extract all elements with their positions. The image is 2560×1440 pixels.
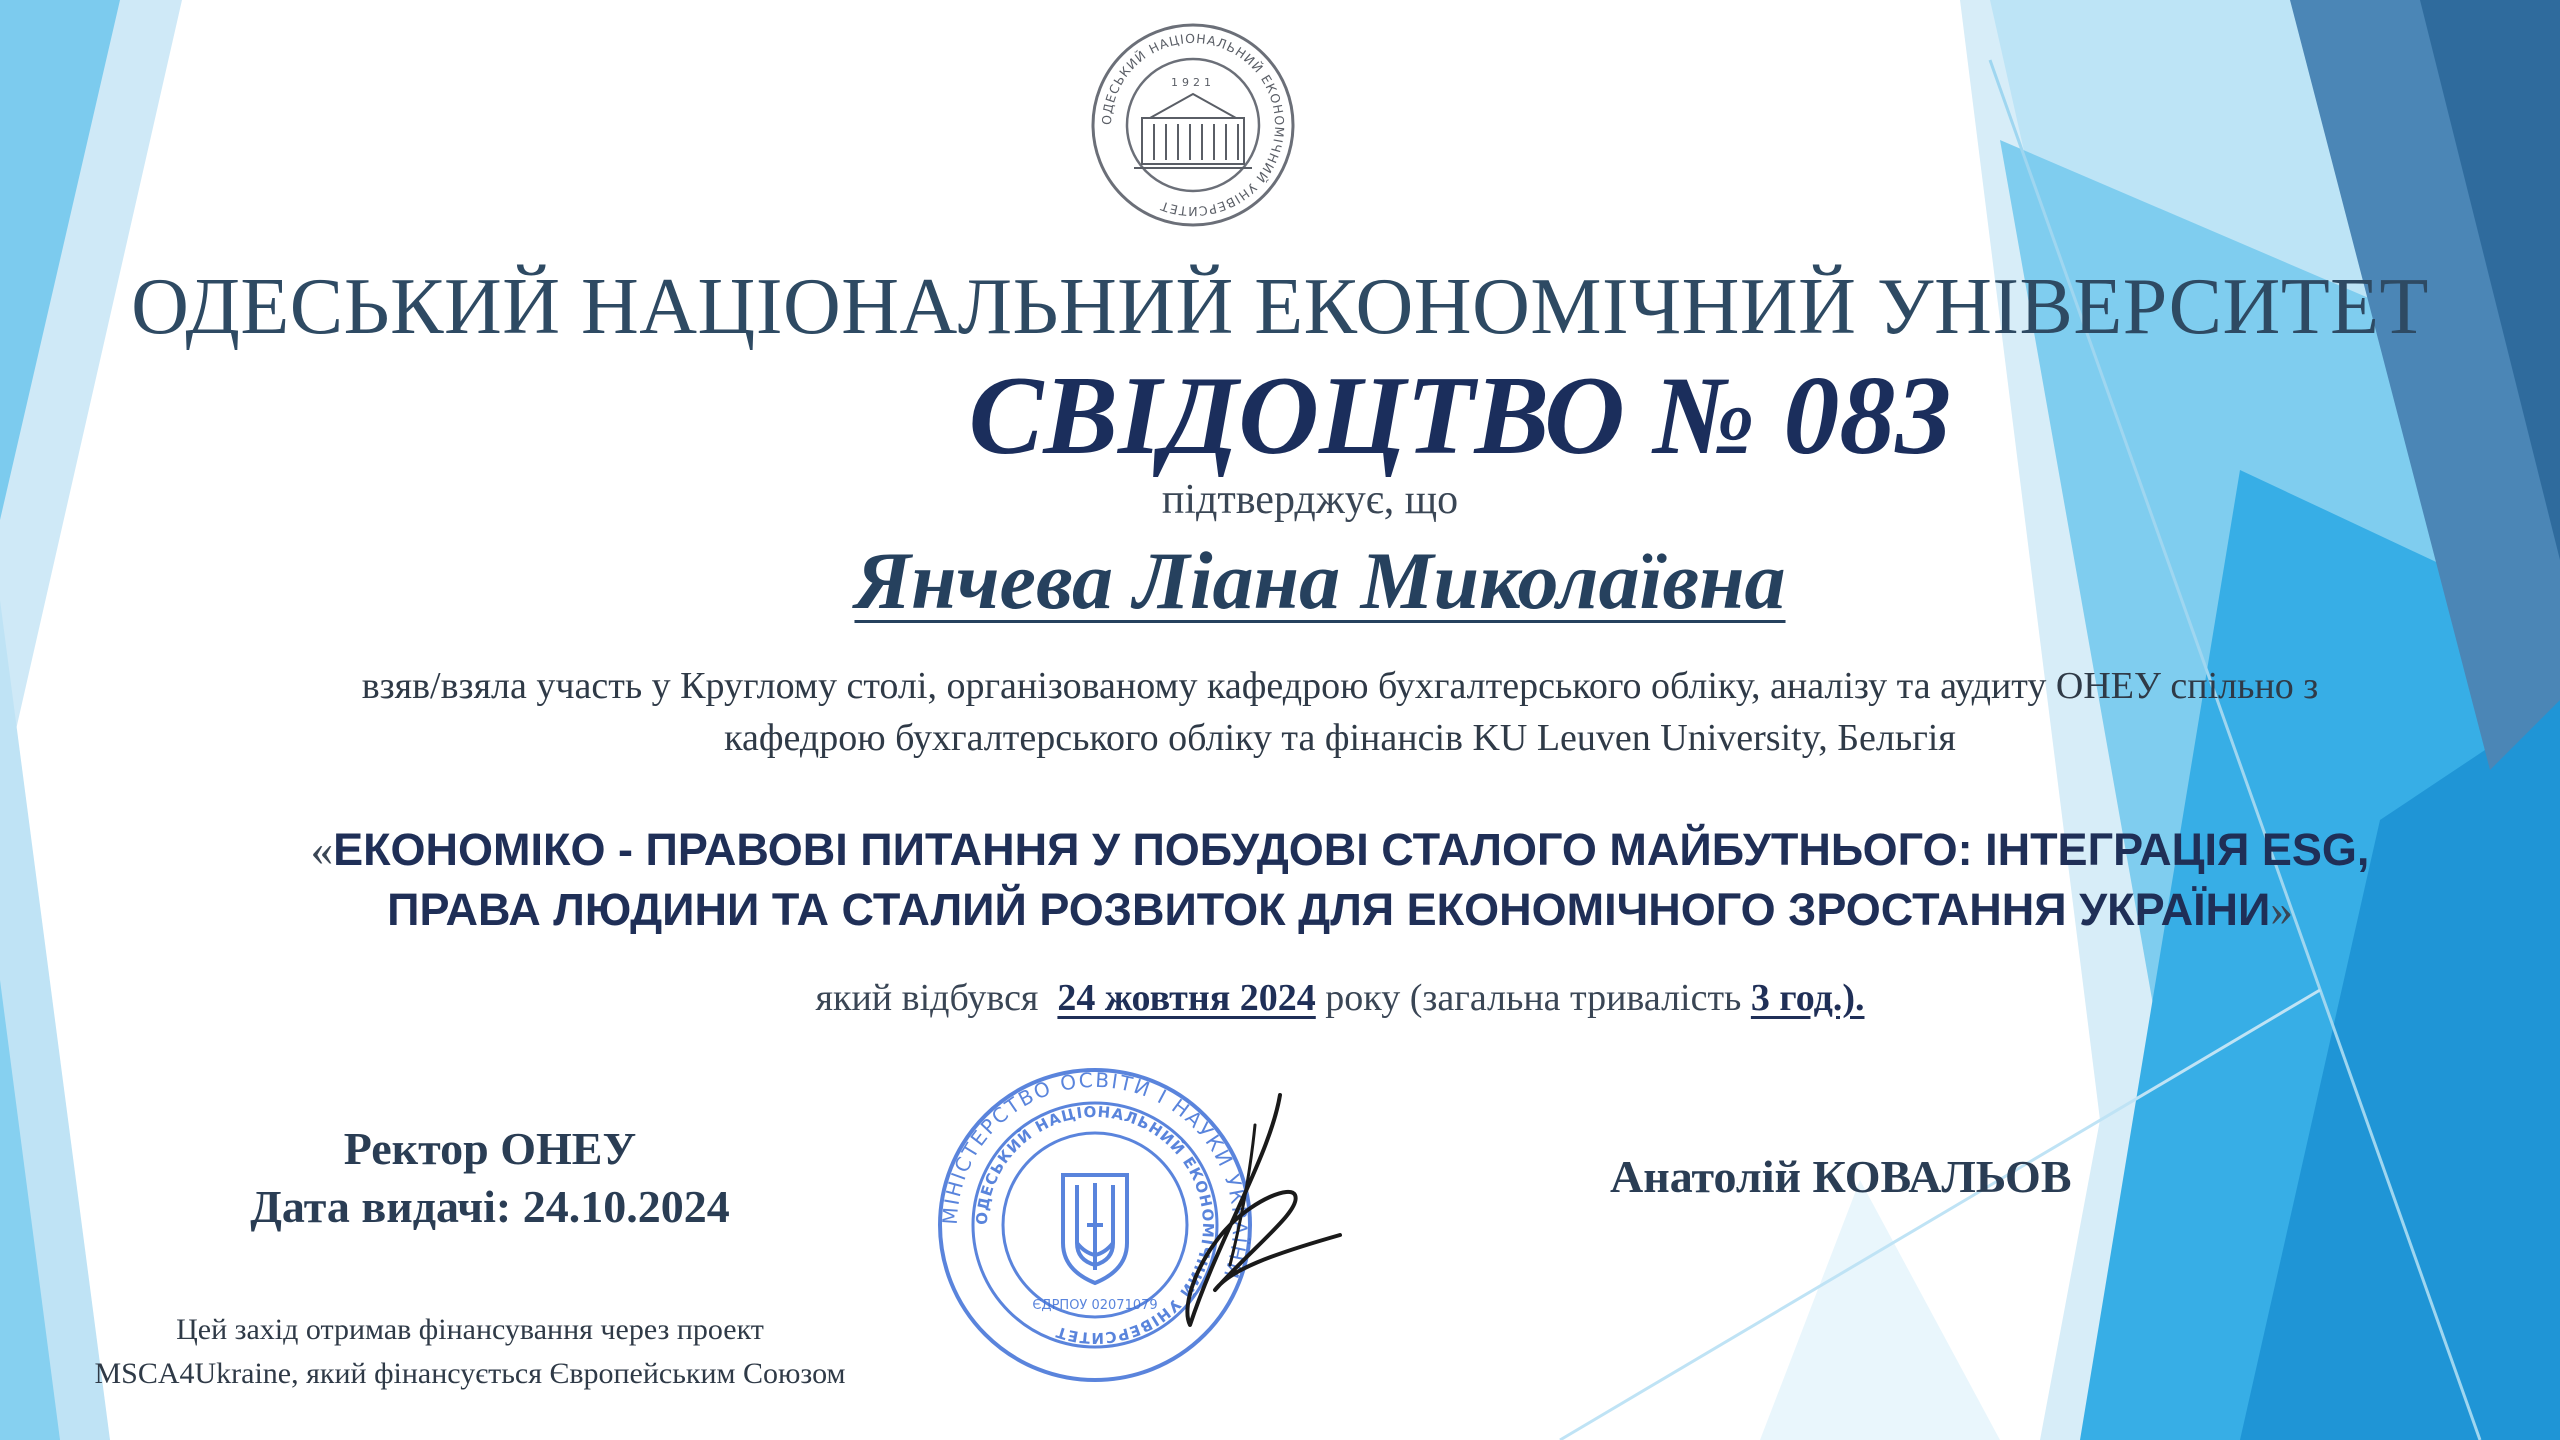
event-title [60, 820, 2560, 940]
signer-name: Анатолій КОВАЛЬОВ [1610, 1151, 2072, 1202]
rector-label: Ректор ОНЕУ [343, 1123, 637, 1174]
rector-signature [1080, 1085, 1360, 1345]
event-line-1-text: ЕКОНОМІКО - ПРАВОВІ ПИТАННЯ У ПОБУДОВІ СТАЛОГО МАЙБУТНЬОГО: ІНТЕГРАЦІЯ ESG, [333, 824, 2370, 875]
participation-statement [60, 660, 2560, 764]
rector-block [190, 1120, 790, 1236]
stamp-inner-text: ОДЕСЬКИЙ НАЦІОНАЛЬНИЙ ЕКОНОМІЧНИЙ УНІВЕРСИТЕТ [972, 1102, 1218, 1348]
event-title-line-2 [60, 880, 2560, 940]
held-prefix: який відбувся [815, 977, 1039, 1019]
university-name: ОДЕСЬКИЙ НАЦІОНАЛЬНИЙ ЕКОНОМІЧНИЙ УНІВЕРСИТЕТ [131, 263, 2429, 351]
certificate-title: СВІДОЦТВО № 083 [968, 354, 1952, 478]
seal-year: 1921 [1171, 76, 1215, 89]
event-title-line-1 [60, 820, 2560, 880]
stamp-code: ЄДРПОУ 02071079 [1032, 1298, 1158, 1313]
open-quote: « [310, 825, 334, 875]
event-date: 24 жовтня 2024 [1057, 977, 1316, 1019]
event-line-2-text: ПРАВА ЛЮДИНИ ТА СТАЛИЙ РОЗВИТОК ДЛЯ ЕКОНОМІЧНОГО ЗРОСТАННЯ УКРАЇНИ [387, 884, 2271, 935]
close-quote: » [2270, 885, 2293, 935]
seal-ring-text: ОДЕСЬКИЙ НАЦІОНАЛЬНИЙ ЕКОНОМІЧНИЙ УНІВЕРСИТЕТ [1098, 30, 1288, 220]
university-seal-logo [1088, 20, 1298, 230]
recipient-name-text: Янчева Ліана Миколаївна [854, 535, 1786, 626]
recipient-name [40, 534, 2560, 628]
event-held-info [60, 976, 2560, 1020]
participation-line-1: взяв/взяла участь у Круглому столі, організованому кафедрою бухгалтерського обліку, аналізу та аудиту ОНЕУ спільно з [361, 665, 2319, 707]
funding-note-line-1: Цей захід отримав фінансування через проект [176, 1313, 764, 1346]
funding-note [30, 1308, 910, 1396]
participation-line-2: кафедрою бухгалтерського обліку та фінансів KU Leuven University, Бельгія [724, 717, 1956, 759]
stamp-outer-text: МІНІСТЕРСТВО ОСВІТИ І НАУКИ УКРАЇНИ [937, 1067, 1253, 1284]
event-duration: 3 год.). [1750, 977, 1865, 1019]
held-middle: року (загальна тривалість [1325, 977, 1742, 1019]
funding-note-line-2: MSCA4Ukraine, який фінансується Європейським Союзом [94, 1357, 846, 1390]
confirms-text: підтверджує, що [1161, 477, 1459, 523]
issue-date: Дата видачі: 24.10.2024 [250, 1181, 730, 1232]
